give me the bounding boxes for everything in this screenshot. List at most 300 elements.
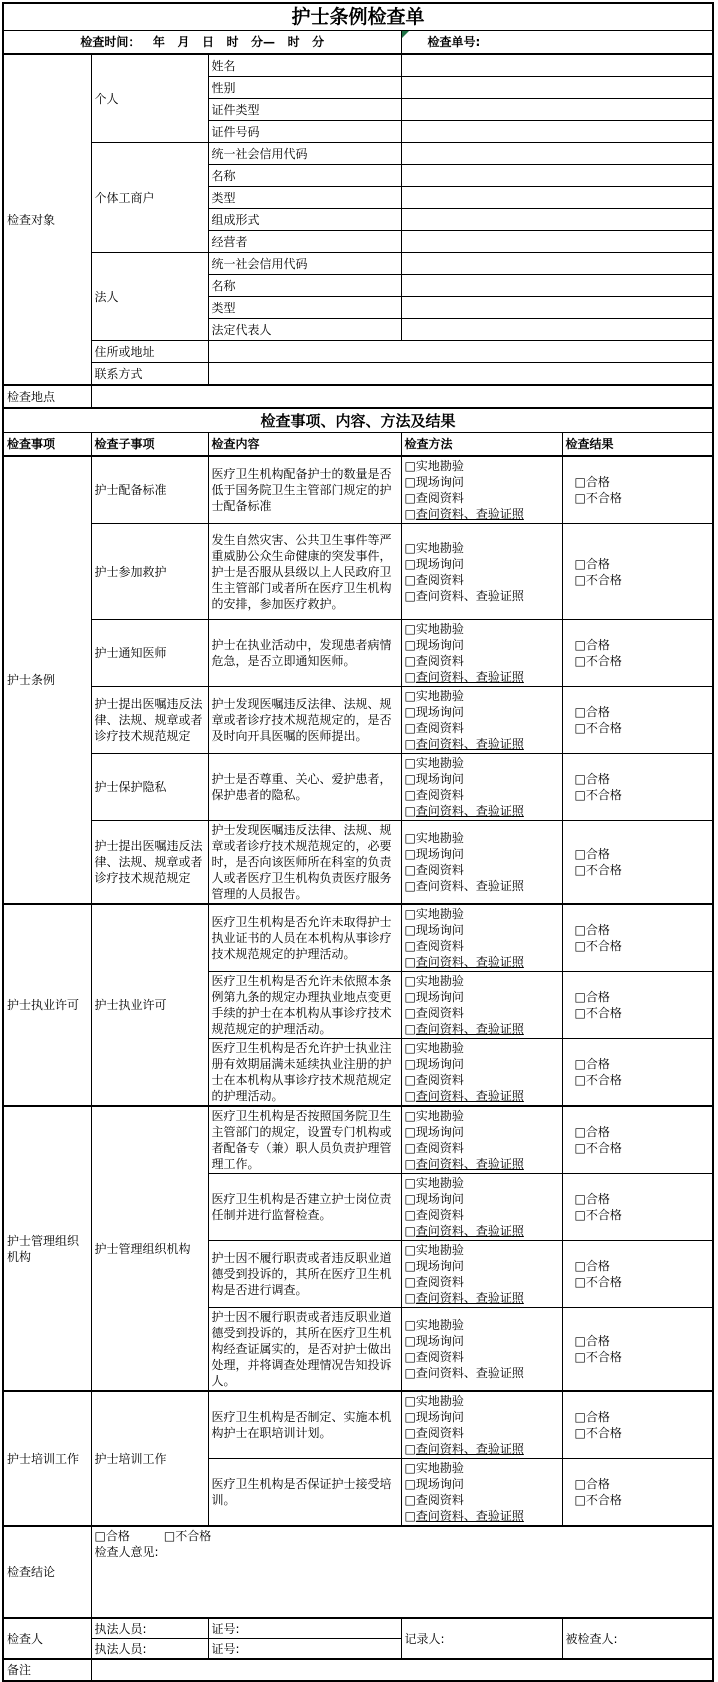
checkbox-icon[interactable]: □ [404, 459, 416, 473]
result-option[interactable] [575, 1207, 710, 1223]
method-option[interactable] [405, 1088, 559, 1104]
inspection-methods-cell [401, 1459, 562, 1527]
check-time-field[interactable]: 检查时间： 年 月 日 时 分— 时 分 [3, 31, 401, 55]
method-option[interactable] [405, 1223, 559, 1239]
checkbox-icon[interactable]: □ [574, 1493, 586, 1507]
method-label: 现场询问 [415, 1410, 464, 1424]
doc-number-label: 检查单号: [427, 35, 481, 49]
checkbox-icon[interactable]: □ [574, 475, 586, 489]
field-value-cell[interactable] [401, 275, 713, 297]
inspection-sub-cell: 护士执业许可 [91, 904, 208, 1106]
result-option[interactable] [575, 653, 710, 669]
method-option[interactable] [405, 830, 559, 846]
method-label: 现场询问 [415, 1125, 464, 1139]
checkbox-icon[interactable]: □ [574, 863, 586, 877]
checkbox-icon[interactable]: □ [404, 1109, 416, 1123]
inspection-result-cell [562, 524, 713, 620]
checkbox-icon[interactable]: □ [404, 572, 416, 587]
method-label: 现场询问 [415, 990, 464, 1004]
inspection-content-cell: 医疗卫生机构是否制定、实施本机构护士在职培训计划。 [208, 1391, 401, 1459]
inspection-content-cell: 护士发现医嘱违反法律、法规、规章或者诊疗技术规范规定的，是否及时向开具医嘱的医师提出。 [208, 687, 401, 754]
result-option[interactable] [575, 1056, 710, 1072]
inspection-row [3, 620, 713, 687]
method-option[interactable] [405, 1108, 559, 1124]
checkbox-icon[interactable]: □ [94, 1529, 106, 1543]
method-option[interactable] [405, 1207, 559, 1223]
method-option[interactable] [405, 1274, 559, 1290]
field-value-cell[interactable] [208, 363, 713, 386]
checkbox-icon[interactable]: □ [404, 1334, 416, 1348]
field-value-cell[interactable] [401, 187, 713, 209]
method-label: 查问资料、查验证照 [415, 1157, 524, 1171]
checkbox-icon[interactable]: □ [404, 1006, 416, 1020]
method-label: 现场询问 [415, 556, 464, 571]
checkbox-icon[interactable]: □ [574, 1125, 586, 1139]
method-option[interactable] [405, 1056, 559, 1072]
method-option[interactable] [405, 669, 559, 685]
recorder-field[interactable]: 记录人: [401, 1618, 562, 1659]
result-option[interactable] [575, 1476, 710, 1492]
conclusion-option-label: 合格 [105, 1529, 130, 1543]
result-option[interactable] [575, 1333, 710, 1349]
method-label: 查阅资料 [415, 1493, 464, 1507]
conclusion-option[interactable] [164, 1529, 211, 1543]
checkbox-icon[interactable]: □ [404, 638, 416, 652]
inspection-sub-cell: 护士提出医嘱违反法律、法规、规章或者诊疗技术规范规定 [91, 821, 208, 905]
method-option[interactable] [405, 1492, 559, 1508]
method-option[interactable] [405, 637, 559, 653]
checkbox-icon[interactable]: □ [404, 1477, 416, 1491]
checkbox-icon[interactable]: □ [574, 1006, 586, 1020]
inspection-content-cell: 护士是否尊重、关心、爱护患者，保护患者的隐私。 [208, 754, 401, 821]
inspection-methods-cell [401, 821, 562, 905]
inspection-content-cell: 护士发现医嘱违反法律、法规、规章或者诊疗技术规范规定的，必要时，是否向该医师所在科室的负责人或者医疗卫生机构负责医疗服务管理的人员报告。 [208, 821, 401, 905]
checkbox-icon[interactable]: □ [574, 572, 586, 587]
inspection-methods-cell [401, 1039, 562, 1107]
checkbox-icon[interactable]: □ [404, 475, 416, 489]
method-option[interactable] [405, 458, 559, 474]
checkbox-icon[interactable]: □ [404, 491, 416, 505]
method-option[interactable] [405, 846, 559, 862]
result-option[interactable] [575, 490, 710, 506]
inspection-row [3, 754, 713, 821]
method-option[interactable] [405, 1317, 559, 1333]
checkbox-icon[interactable]: □ [404, 1243, 416, 1257]
checkbox-icon[interactable]: □ [404, 879, 416, 893]
result-option[interactable] [575, 989, 710, 1005]
method-option[interactable] [405, 688, 559, 704]
checkbox-icon[interactable]: □ [404, 1394, 416, 1408]
checkbox-icon[interactable]: □ [404, 847, 416, 861]
method-option[interactable] [405, 1425, 559, 1441]
method-option[interactable] [405, 1349, 559, 1365]
checkbox-icon[interactable]: □ [404, 1057, 416, 1071]
method-label: 实地勘验 [415, 1041, 464, 1055]
checkbox-icon[interactable]: □ [574, 1073, 586, 1087]
method-option[interactable] [405, 1365, 559, 1381]
result-option[interactable] [575, 922, 710, 938]
checkbox-icon[interactable]: □ [404, 1493, 416, 1507]
method-option[interactable] [405, 954, 559, 970]
method-label: 查问资料、查验证照 [415, 588, 524, 603]
checkbox-icon[interactable]: □ [404, 737, 416, 751]
checkbox-icon[interactable]: □ [574, 1410, 586, 1424]
method-label: 查问资料、查验证照 [415, 955, 524, 969]
remarks-value-cell[interactable] [91, 1659, 713, 1681]
inspection-result-cell [562, 904, 713, 972]
field-label: 类型 [208, 187, 401, 209]
checkbox-icon[interactable]: □ [404, 1350, 416, 1364]
method-option[interactable] [405, 653, 559, 669]
checkbox-icon[interactable]: □ [574, 1334, 586, 1348]
inspection-form-table [2, 2, 714, 1682]
inspection-methods-cell [401, 904, 562, 972]
checkbox-icon[interactable]: □ [404, 923, 416, 937]
address-label: 住所或地址 [91, 341, 208, 363]
inspection-result-cell [562, 1106, 713, 1174]
method-option[interactable] [405, 1441, 559, 1457]
col-header-result: 检查结果 [562, 433, 713, 457]
checkbox-icon[interactable]: □ [404, 1366, 416, 1380]
checkbox-icon[interactable]: □ [404, 622, 416, 636]
field-label: 经营者 [208, 231, 401, 253]
method-option[interactable] [405, 1242, 559, 1258]
checkbox-icon[interactable]: □ [404, 939, 416, 953]
group-label-legal-person: 法人 [91, 253, 208, 341]
result-option[interactable] [575, 1140, 710, 1156]
inspection-result-cell [562, 620, 713, 687]
result-option[interactable] [575, 1005, 710, 1021]
result-option[interactable] [575, 862, 710, 878]
checkbox-icon[interactable]: □ [574, 1350, 586, 1364]
inspection-methods-cell [401, 754, 562, 821]
checkbox-icon[interactable]: □ [404, 1208, 416, 1222]
result-option[interactable] [575, 787, 710, 803]
result-option[interactable] [575, 1072, 710, 1088]
field-value-cell[interactable] [401, 253, 713, 275]
field-value-cell[interactable] [401, 77, 713, 99]
checkbox-icon[interactable]: □ [404, 1224, 416, 1238]
checkbox-icon[interactable]: □ [404, 1259, 416, 1273]
method-option[interactable] [405, 1393, 559, 1409]
method-label: 实地勘验 [415, 756, 464, 770]
method-option[interactable] [405, 474, 559, 490]
checkbox-icon[interactable]: □ [574, 1259, 586, 1273]
result-option[interactable] [575, 846, 710, 862]
inspection-methods-cell [401, 1106, 562, 1174]
field-value-cell[interactable] [401, 99, 713, 121]
method-label: 实地勘验 [415, 689, 464, 703]
result-label: 合格 [585, 772, 610, 786]
checkbox-icon[interactable]: □ [404, 1141, 416, 1155]
inspection-methods-cell [401, 456, 562, 524]
result-option[interactable] [575, 1258, 710, 1274]
method-option[interactable] [405, 1021, 559, 1037]
method-option[interactable] [405, 1124, 559, 1140]
method-option[interactable] [405, 1040, 559, 1056]
method-label: 查问资料、查验证照 [415, 1224, 524, 1238]
checkbox-icon[interactable]: □ [574, 939, 586, 953]
checkbox-icon[interactable]: □ [404, 1157, 416, 1171]
field-value-cell[interactable] [401, 54, 713, 77]
method-label: 实地勘验 [415, 1109, 464, 1123]
method-label: 查阅资料 [415, 721, 464, 735]
method-label: 实地勘验 [415, 459, 464, 473]
result-label: 合格 [585, 556, 610, 571]
result-option[interactable] [575, 637, 710, 653]
location-label: 检查地点 [3, 385, 91, 408]
checkbox-icon[interactable]: □ [404, 1410, 416, 1424]
method-option[interactable] [405, 720, 559, 736]
method-label: 查阅资料 [415, 1208, 464, 1222]
group-label-person: 个人 [91, 54, 208, 143]
result-option[interactable] [575, 474, 710, 490]
method-option[interactable] [405, 736, 559, 752]
result-label: 不合格 [585, 863, 622, 877]
method-label: 现场询问 [415, 705, 464, 719]
method-option[interactable] [405, 1072, 559, 1088]
field-value-cell[interactable] [401, 121, 713, 143]
checkbox-icon[interactable]: □ [404, 556, 416, 571]
method-label: 查阅资料 [415, 1006, 464, 1020]
method-label: 查问资料、查验证照 [415, 670, 524, 684]
method-option[interactable] [405, 490, 559, 506]
method-label: 实地勘验 [415, 1318, 464, 1332]
method-label: 查阅资料 [415, 1350, 464, 1364]
checkbox-icon[interactable]: □ [574, 788, 586, 802]
inspection-section-title: 检查事项、内容、方法及结果 [3, 408, 713, 433]
checkbox-icon[interactable]: □ [404, 1192, 416, 1206]
checkbox-icon[interactable]: □ [404, 1125, 416, 1139]
comment-flag-icon [402, 31, 409, 38]
field-label: 证件类型 [208, 99, 401, 121]
method-option[interactable] [405, 1290, 559, 1306]
field-value-cell[interactable] [401, 297, 713, 319]
result-option[interactable] [575, 1191, 710, 1207]
method-label: 现场询问 [415, 1057, 464, 1071]
checkbox-icon[interactable]: □ [404, 1022, 416, 1036]
checkbox-icon[interactable]: □ [404, 705, 416, 719]
checkbox-icon[interactable]: □ [404, 1073, 416, 1087]
checkbox-icon[interactable]: □ [404, 974, 416, 988]
method-option[interactable] [405, 862, 559, 878]
method-option[interactable] [405, 572, 559, 588]
method-option[interactable] [405, 540, 559, 556]
result-option[interactable] [575, 704, 710, 720]
method-label: 查问资料、查验证照 [415, 1509, 524, 1523]
method-label: 实地勘验 [415, 1243, 464, 1257]
method-option[interactable] [405, 1409, 559, 1425]
checkbox-icon[interactable]: □ [574, 556, 586, 571]
method-option[interactable] [405, 938, 559, 954]
method-label: 实地勘验 [415, 1176, 464, 1190]
checkbox-icon[interactable]: □ [404, 756, 416, 770]
checkbox-icon[interactable]: □ [404, 654, 416, 668]
method-option[interactable] [405, 1005, 559, 1021]
result-option[interactable] [575, 556, 710, 572]
method-option[interactable] [405, 878, 559, 894]
checkbox-icon[interactable]: □ [574, 1192, 586, 1206]
cert-number-field[interactable]: 证号: [208, 1618, 401, 1639]
method-option[interactable] [405, 906, 559, 922]
inspection-methods-cell [401, 620, 562, 687]
checkbox-icon[interactable]: □ [404, 1089, 416, 1103]
checkbox-icon[interactable]: □ [404, 1426, 416, 1440]
method-option[interactable] [405, 556, 559, 572]
checkbox-icon[interactable]: □ [574, 491, 586, 505]
checkbox-icon[interactable]: □ [404, 721, 416, 735]
field-value-cell[interactable] [401, 231, 713, 253]
inspection-row [3, 821, 713, 905]
method-label: 查问资料、查验证照 [415, 737, 524, 751]
checkbox-icon[interactable]: □ [404, 588, 416, 603]
field-label: 证件号码 [208, 121, 401, 143]
inspection-methods-cell [401, 972, 562, 1039]
field-value-cell[interactable] [401, 319, 713, 341]
result-option[interactable] [575, 938, 710, 954]
inspection-sub-cell: 护士参加救护 [91, 524, 208, 620]
contact-label: 联系方式 [91, 363, 208, 386]
result-option[interactable] [575, 720, 710, 736]
method-option[interactable] [405, 803, 559, 819]
checkbox-icon[interactable]: □ [404, 772, 416, 786]
result-option[interactable] [575, 572, 710, 588]
result-label: 合格 [585, 638, 610, 652]
inspection-content-cell: 医疗卫生机构配备护士的数量是否低于国务院卫生主管部门规定的护士配备标准 [208, 456, 401, 524]
method-option[interactable] [405, 1175, 559, 1191]
officer-field[interactable]: 执法人员: [91, 1639, 208, 1660]
col-header-item: 检查事项 [3, 433, 91, 457]
result-option[interactable] [575, 1492, 710, 1508]
result-label: 合格 [585, 1477, 610, 1491]
checkbox-icon[interactable]: □ [404, 1291, 416, 1305]
method-label: 查问资料、查验证照 [415, 1291, 524, 1305]
checkbox-icon[interactable]: □ [404, 955, 416, 969]
inspection-sub-cell: 护士培训工作 [91, 1391, 208, 1526]
result-option[interactable] [575, 1274, 710, 1290]
result-label: 合格 [585, 1057, 610, 1071]
checkbox-icon[interactable]: □ [574, 638, 586, 652]
method-option[interactable] [405, 1156, 559, 1172]
method-option[interactable] [405, 1460, 559, 1476]
method-label: 查问资料、查验证照 [415, 1442, 524, 1456]
checkbox-icon[interactable]: □ [574, 923, 586, 937]
group-label-business: 个体工商户 [91, 143, 208, 253]
method-option[interactable] [405, 1258, 559, 1274]
method-option[interactable] [405, 621, 559, 637]
result-label: 合格 [585, 990, 610, 1004]
checkbox-icon[interactable]: □ [574, 1141, 586, 1155]
checkbox-icon[interactable]: □ [404, 990, 416, 1004]
method-option[interactable] [405, 1140, 559, 1156]
method-label: 查阅资料 [415, 491, 464, 505]
method-option[interactable] [405, 787, 559, 803]
inspection-content-cell: 医疗卫生机构是否保证护士接受培训。 [208, 1459, 401, 1527]
result-option[interactable] [575, 771, 710, 787]
checkbox-icon[interactable]: □ [404, 507, 416, 521]
checkbox-icon[interactable]: □ [404, 1442, 416, 1456]
checkbox-icon[interactable]: □ [404, 1318, 416, 1332]
result-label: 不合格 [585, 654, 622, 668]
result-option[interactable] [575, 1409, 710, 1425]
checkbox-icon[interactable]: □ [574, 705, 586, 719]
checkbox-icon[interactable]: □ [574, 847, 586, 861]
method-label: 现场询问 [415, 772, 464, 786]
checkbox-icon[interactable]: □ [574, 1208, 586, 1222]
doc-number-field[interactable] [401, 31, 713, 55]
method-label: 现场询问 [415, 1259, 464, 1273]
checkbox-icon[interactable]: □ [404, 1176, 416, 1190]
checkbox-icon[interactable]: □ [574, 1275, 586, 1289]
conclusion-option[interactable] [95, 1529, 130, 1543]
field-value-cell[interactable] [208, 341, 713, 363]
checkbox-icon[interactable]: □ [404, 1461, 416, 1475]
checkbox-icon[interactable]: □ [404, 1041, 416, 1055]
result-option[interactable] [575, 1124, 710, 1140]
method-option[interactable] [405, 588, 559, 604]
checkbox-icon[interactable]: □ [404, 804, 416, 818]
method-option[interactable] [405, 704, 559, 720]
inspection-item-cell: 护士条例 [3, 456, 91, 904]
checkbox-icon[interactable]: □ [574, 772, 586, 786]
checkbox-icon[interactable]: □ [574, 1426, 586, 1440]
checkbox-icon[interactable]: □ [574, 990, 586, 1004]
method-option[interactable] [405, 1476, 559, 1492]
method-option[interactable] [405, 506, 559, 522]
conclusion-option-label: 不合格 [175, 1529, 212, 1543]
result-label: 不合格 [585, 1208, 622, 1222]
cert-number-field[interactable]: 证号: [208, 1639, 401, 1660]
checkbox-icon[interactable]: □ [404, 788, 416, 802]
field-value-cell[interactable] [401, 209, 713, 231]
method-label: 现场询问 [415, 475, 464, 489]
method-option[interactable] [405, 922, 559, 938]
method-option[interactable] [405, 1191, 559, 1207]
field-label: 法定代表人 [208, 319, 401, 341]
location-value-cell[interactable] [91, 385, 713, 408]
checkbox-icon[interactable]: □ [163, 1529, 176, 1543]
inspected-person-field[interactable]: 被检查人: [562, 1618, 713, 1659]
checkbox-icon[interactable]: □ [574, 1057, 586, 1071]
field-value-cell[interactable] [401, 143, 713, 165]
field-label: 名称 [208, 165, 401, 187]
conclusion-cell[interactable] [91, 1526, 713, 1618]
method-option[interactable] [405, 973, 559, 989]
checkbox-icon[interactable]: □ [574, 1477, 586, 1491]
checkbox-icon[interactable]: □ [404, 540, 416, 555]
checkbox-icon[interactable]: □ [574, 654, 586, 668]
method-option[interactable] [405, 1333, 559, 1349]
result-option[interactable] [575, 1425, 710, 1441]
officer-field[interactable]: 执法人员: [91, 1618, 208, 1639]
checkbox-icon[interactable]: □ [404, 831, 416, 845]
inspection-row [3, 456, 713, 524]
field-value-cell[interactable] [401, 165, 713, 187]
method-option[interactable] [405, 771, 559, 787]
checkbox-icon[interactable]: □ [404, 1275, 416, 1289]
result-option[interactable] [575, 1349, 710, 1365]
checkbox-icon[interactable]: □ [404, 670, 416, 684]
checkbox-icon[interactable]: □ [404, 1509, 416, 1523]
method-option[interactable] [405, 755, 559, 771]
method-label: 查阅资料 [415, 572, 464, 587]
checkbox-icon[interactable]: □ [574, 721, 586, 735]
checkbox-icon[interactable]: □ [404, 863, 416, 877]
method-option[interactable] [405, 1508, 559, 1524]
checkbox-icon[interactable]: □ [404, 689, 416, 703]
method-option[interactable] [405, 989, 559, 1005]
checkbox-icon[interactable]: □ [404, 907, 416, 921]
